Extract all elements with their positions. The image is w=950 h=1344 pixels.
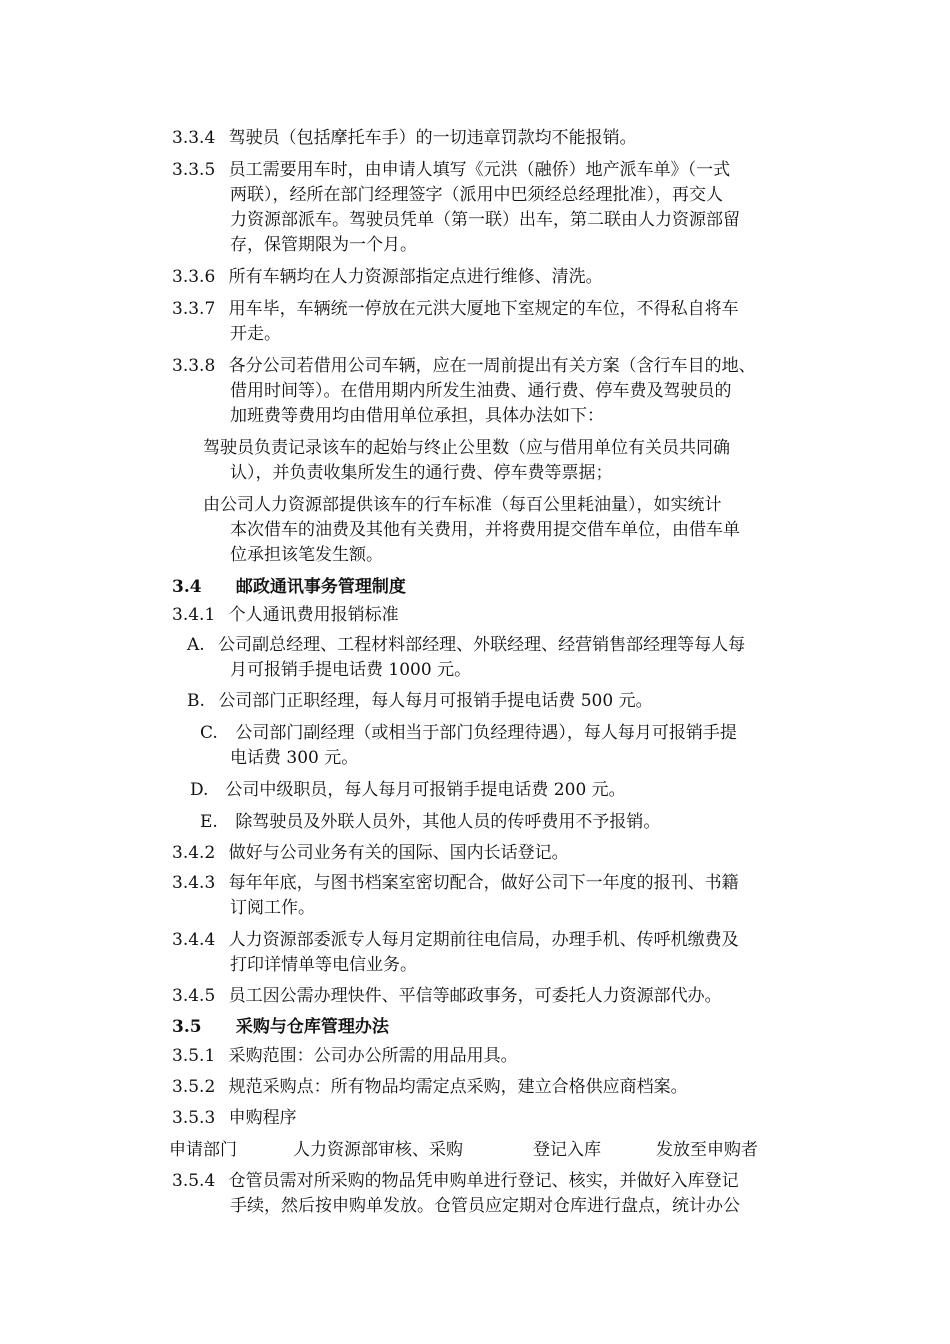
clause-number: 3.3.4 (172, 128, 216, 148)
clause-3-3-4 (172, 128, 637, 148)
clause-3-4-1 (172, 605, 399, 625)
procurement-flow (0, 1140, 950, 1162)
clause-text: 个人通讯费用报销标准 (228, 605, 399, 625)
section-title: 邮政通讯事务管理制度 (235, 577, 406, 597)
clause-3-5-2 (172, 1077, 688, 1097)
clause-continuation: 手续，然后按申购单发放。仓管员应定期对仓库进行盘点，统计办公 (230, 1196, 740, 1216)
clause-3-4-4 (172, 930, 739, 950)
clause-3-3-6 (172, 267, 603, 287)
clause-number: 3.4.2 (172, 843, 216, 863)
clause-text: 做好与公司业务有关的国际、国内长话登记。 (228, 843, 569, 863)
clause-text: 用车毕，车辆统一停放在元洪大厦地下室规定的车位，不得私自将车 (228, 299, 739, 319)
list-marker: B. (187, 691, 205, 711)
clause-continuation: 借用时间等）。在借用期内所发生油费、通行费、停车费及驾驶员的 (230, 381, 732, 401)
list-item-e (200, 812, 660, 832)
clause-number: 3.4.1 (172, 605, 216, 625)
flow-step-apply: 申请部门 (169, 1140, 237, 1160)
clause-number: 3.5.3 (172, 1108, 216, 1128)
clause-3-3-8 (172, 356, 756, 376)
clause-number: 3.3.8 (172, 356, 216, 376)
clause-3-5-1 (172, 1046, 518, 1066)
clause-text: 规范采购点：所有物品均需定点采购，建立合格供应商档案。 (228, 1077, 688, 1097)
flow-step-issue: 发放至申购者 (656, 1140, 758, 1160)
clause-continuation: 订阅工作。 (230, 898, 315, 918)
list-item-d (190, 780, 626, 800)
clause-text: 申购程序 (228, 1108, 297, 1128)
sub-paragraph-driver: 驾驶员负责记录该车的起始与终止公里数（应与借用单位有关员共同确 (203, 438, 730, 458)
clause-text: 员工因公需办理快件、平信等邮政事务，可委托人力资源部代办。 (228, 986, 722, 1006)
clause-text: 采购范围：公司办公所需的用品用具。 (228, 1046, 518, 1066)
clause-number: 3.4.5 (172, 986, 216, 1006)
clause-text: 仓管员需对所采购的物品凭申购单进行登记、核实，并做好入库登记 (228, 1171, 739, 1191)
clause-continuation: 两联），经所在部门经理签字（派用中巴须经总经理批准），再交人 (230, 185, 723, 205)
clause-3-5-4 (172, 1171, 739, 1191)
clause-number: 3.3.6 (172, 267, 216, 287)
clause-number: 3.5.2 (172, 1077, 216, 1097)
list-item-a (187, 635, 745, 655)
clause-continuation: 打印详情单等电信业务。 (230, 955, 417, 975)
clause-number: 3.3.7 (172, 299, 216, 319)
list-marker: A. (187, 635, 205, 655)
clause-text: 员工需要用车时，由申请人填写《元洪（融侨）地产派车单》（一式 (228, 160, 731, 180)
flow-step-review: 人力资源部审核、采购 (293, 1140, 463, 1160)
list-text: 公司副总经理、工程材料部经理、外联经理、经营销售部经理等每人每 (218, 635, 746, 655)
clause-text: 各分公司若借用公司车辆，应在一周前提出有关方案（含行车目的地、 (228, 356, 756, 376)
clause-text: 所有车辆均在人力资源部指定点进行维修、清洗。 (228, 267, 603, 287)
list-marker: D. (190, 780, 209, 800)
list-marker: C. (200, 723, 218, 743)
clause-continuation: 认），并负责收集所发生的通行费、停车费等票据； (230, 463, 613, 483)
clause-number: 3.4.3 (172, 873, 216, 893)
flow-step-register: 登记入库 (533, 1140, 601, 1160)
clause-number: 3.4.4 (172, 930, 216, 950)
sub-paragraph-hr: 由公司人力资源部提供该车的行车标准（每百公里耗油量），如实统计 (203, 495, 722, 515)
section-heading-3-5 (172, 1017, 389, 1037)
section-number: 3.4 (172, 577, 202, 597)
clause-number: 3.5.4 (172, 1171, 216, 1191)
clause-number: 3.5.1 (172, 1046, 216, 1066)
list-text: 除驾驶员及外联人员外，其他人员的传呼费用不予报销。 (235, 812, 661, 832)
clause-3-3-5 (172, 160, 730, 180)
clause-3-4-2 (172, 843, 569, 863)
clause-3-4-3 (172, 873, 739, 893)
section-number: 3.5 (172, 1017, 202, 1037)
section-title: 采购与仓库管理办法 (235, 1017, 389, 1037)
clause-continuation: 位承担该笔发生额。 (230, 545, 383, 565)
clause-continuation: 开走。 (230, 324, 281, 344)
list-text: 公司中级职员，每人每月可报销手提电话费 200 元。 (225, 780, 626, 800)
clause-3-3-7 (172, 299, 739, 319)
clause-number: 3.3.5 (172, 160, 216, 180)
list-item-c (200, 723, 737, 743)
clause-continuation: 本次借车的油费及其他有关费用，并将费用提交借车单位，由借车单 (230, 520, 740, 540)
list-item-b (187, 691, 653, 711)
list-text: 公司部门副经理（或相当于部门负经理待遇），每人每月可报销手提 (235, 723, 737, 743)
clause-text: 每年年底，与图书档案室密切配合，做好公司下一年度的报刊、书籍 (228, 873, 739, 893)
clause-continuation: 电话费 300 元。 (230, 748, 359, 768)
list-marker: E. (200, 812, 218, 832)
clause-continuation: 存，保管期限为一个月。 (230, 235, 417, 255)
clause-3-4-5 (172, 986, 722, 1006)
section-heading-3-4 (172, 577, 406, 597)
clause-continuation: 加班费等费用均由借用单位承担，具体办法如下： (230, 406, 604, 426)
clause-text: 驾驶员（包括摩托车手）的一切违章罚款均不能报销。 (228, 128, 637, 148)
list-text: 公司部门正职经理，每人每月可报销手提电话费 500 元。 (218, 691, 653, 711)
clause-continuation: 月可报销手提电话费 1000 元。 (230, 660, 472, 680)
clause-3-5-3 (172, 1108, 297, 1128)
clause-continuation: 力资源部派车。驾驶员凭单（第一联）出车，第二联由人力资源部留 (230, 210, 740, 230)
clause-text: 人力资源部委派专人每月定期前往电信局，办理手机、传呼机缴费及 (228, 930, 739, 950)
